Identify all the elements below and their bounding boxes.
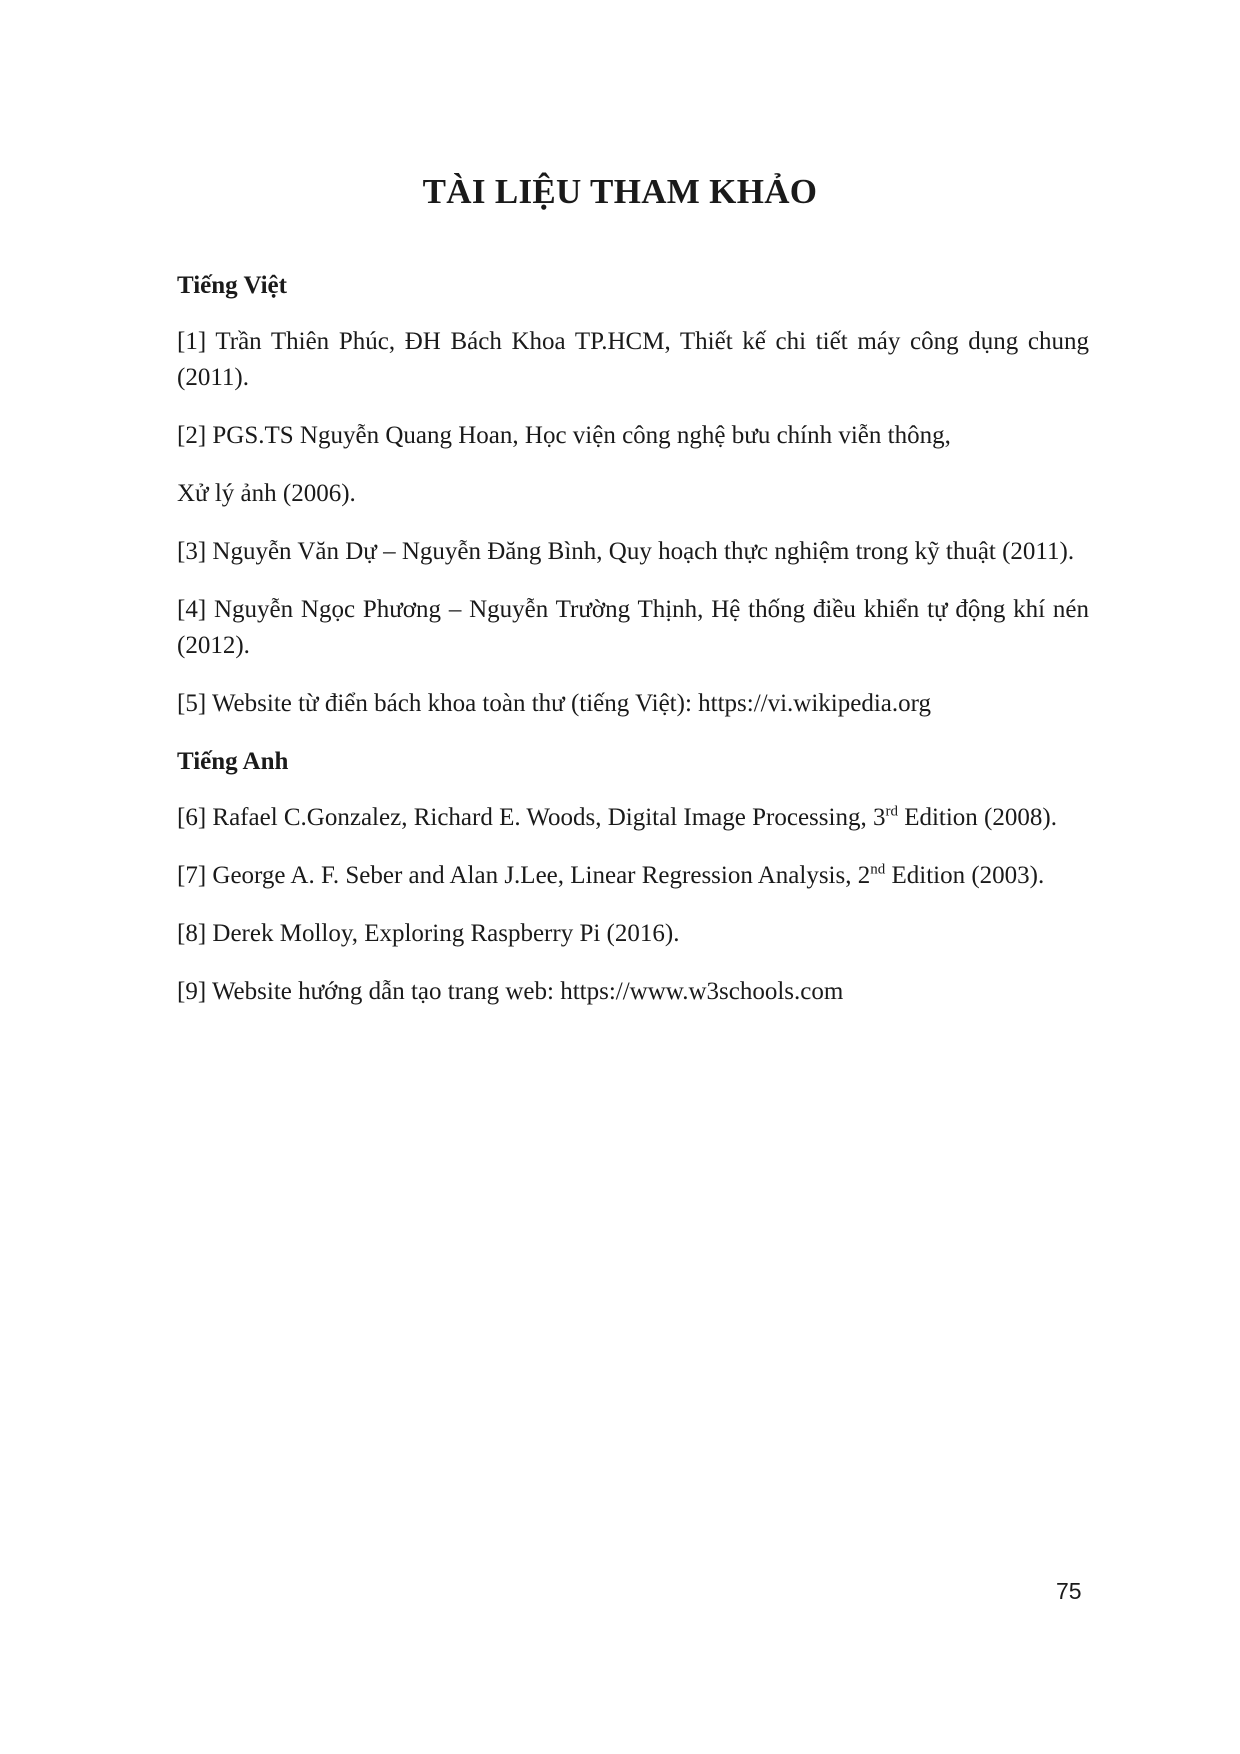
reference-6-text-end: Edition (2008). [897,804,1057,831]
reference-4: [4] Nguyễn Ngọc Phương – Nguyễn Trường Thịnh, Hệ thống điều khiển tự động khí nén (2012). [177,596,1089,659]
reference-6-superscript: rd [885,803,898,820]
reference-5: [5] Website từ điển bách khoa toàn thư (tiếng Việt): https://vi.wikipedia.org [177,690,932,717]
section-heading-vietnamese: Tiếng Việt [177,272,287,299]
reference-8: [8] Derek Molloy, Exploring Raspberry Pi (2016). [177,920,680,947]
section-heading-english: Tiếng Anh [177,748,289,775]
reference-2-continuation: Xử lý ảnh (2006). [177,480,356,507]
reference-7-text-end: Edition (2003). [885,862,1045,889]
reference-6 [177,800,1089,836]
reference-6-text: [6] Rafael C.Gonzalez, Richard E. Woods, Digital Image Processing, 3 [177,804,886,831]
references-content [177,268,1089,1032]
reference-7-text: [7] George A. F. Seber and Alan J.Lee, Linear Regression Analysis, 2 [177,862,871,889]
reference-7-superscript: nd [870,861,886,878]
page-title: TÀI LIỆU THAM KHẢO [422,172,818,211]
reference-9: [9] Website hướng dẫn tạo trang web: https://www.w3schools.com [177,978,844,1005]
reference-7 [177,858,1089,894]
reference-1: [1] Trần Thiên Phúc, ĐH Bách Khoa TP.HCM, Thiết kế chi tiết máy công dụng chung (2011). [177,328,1089,391]
reference-3: [3] Nguyễn Văn Dự – Nguyễn Đăng Bình, Quy hoạch thực nghiệm trong kỹ thuật (2011). [177,538,1075,565]
page-number: 75 [1056,1578,1082,1604]
reference-2: [2] PGS.TS Nguyễn Quang Hoan, Học viện công nghệ bưu chính viễn thông, [177,422,951,449]
